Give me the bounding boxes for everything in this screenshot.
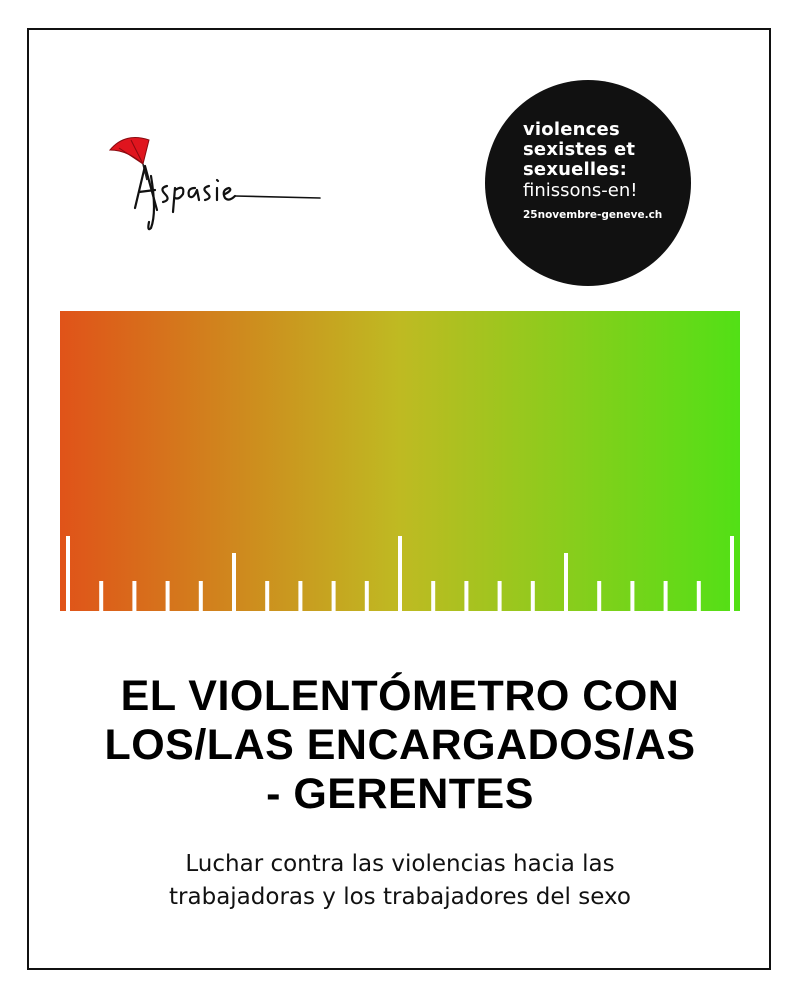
- scale-tick: [431, 581, 435, 611]
- scale-tick: [99, 581, 103, 611]
- scale-tick: [365, 581, 369, 611]
- scale-tick: [730, 536, 734, 611]
- scale-tick: [498, 581, 502, 611]
- scale-tick: [531, 581, 535, 611]
- page-subtitle: [60, 848, 740, 914]
- scale-tick: [298, 581, 302, 611]
- scale-tick: [332, 581, 336, 611]
- title-line-1: EL VIOLENTÓMETRO CON: [120, 672, 680, 720]
- campaign-badge: [485, 80, 691, 286]
- badge-line-3: sexuelles:: [523, 159, 628, 180]
- scale-tick: [398, 536, 402, 611]
- page-title: [40, 672, 760, 819]
- scale-tick: [597, 581, 601, 611]
- subtitle-line-1: Luchar contra las violencias hacia las: [185, 851, 615, 877]
- scale-tick: [697, 581, 701, 611]
- violentometro-scale: [60, 311, 740, 611]
- badge-url[interactable]: 25novembre-geneve.ch: [523, 209, 663, 221]
- scale-tick: [132, 581, 136, 611]
- scale-tick: [564, 553, 568, 611]
- badge-line-4: finissons-en!: [523, 180, 638, 201]
- aspasie-script: [135, 166, 320, 229]
- scale-tick: [199, 581, 203, 611]
- badge-line-1: violences: [523, 119, 620, 140]
- scale-tick: [265, 581, 269, 611]
- title-line-2: LOS/LAS ENCARGADOS/AS: [104, 721, 696, 769]
- scale-tick: [166, 581, 170, 611]
- scale-tick: [464, 581, 468, 611]
- subtitle-line-2: trabajadoras y los trabajadores del sexo: [169, 884, 631, 910]
- title-line-3: - GERENTES: [266, 770, 534, 818]
- scale-tick: [66, 536, 70, 611]
- aspasie-logo: [105, 128, 325, 238]
- scale-tick: [664, 581, 668, 611]
- scale-tick: [232, 553, 236, 611]
- badge-line-2: sexistes et: [523, 139, 636, 160]
- scale-tick: [630, 581, 634, 611]
